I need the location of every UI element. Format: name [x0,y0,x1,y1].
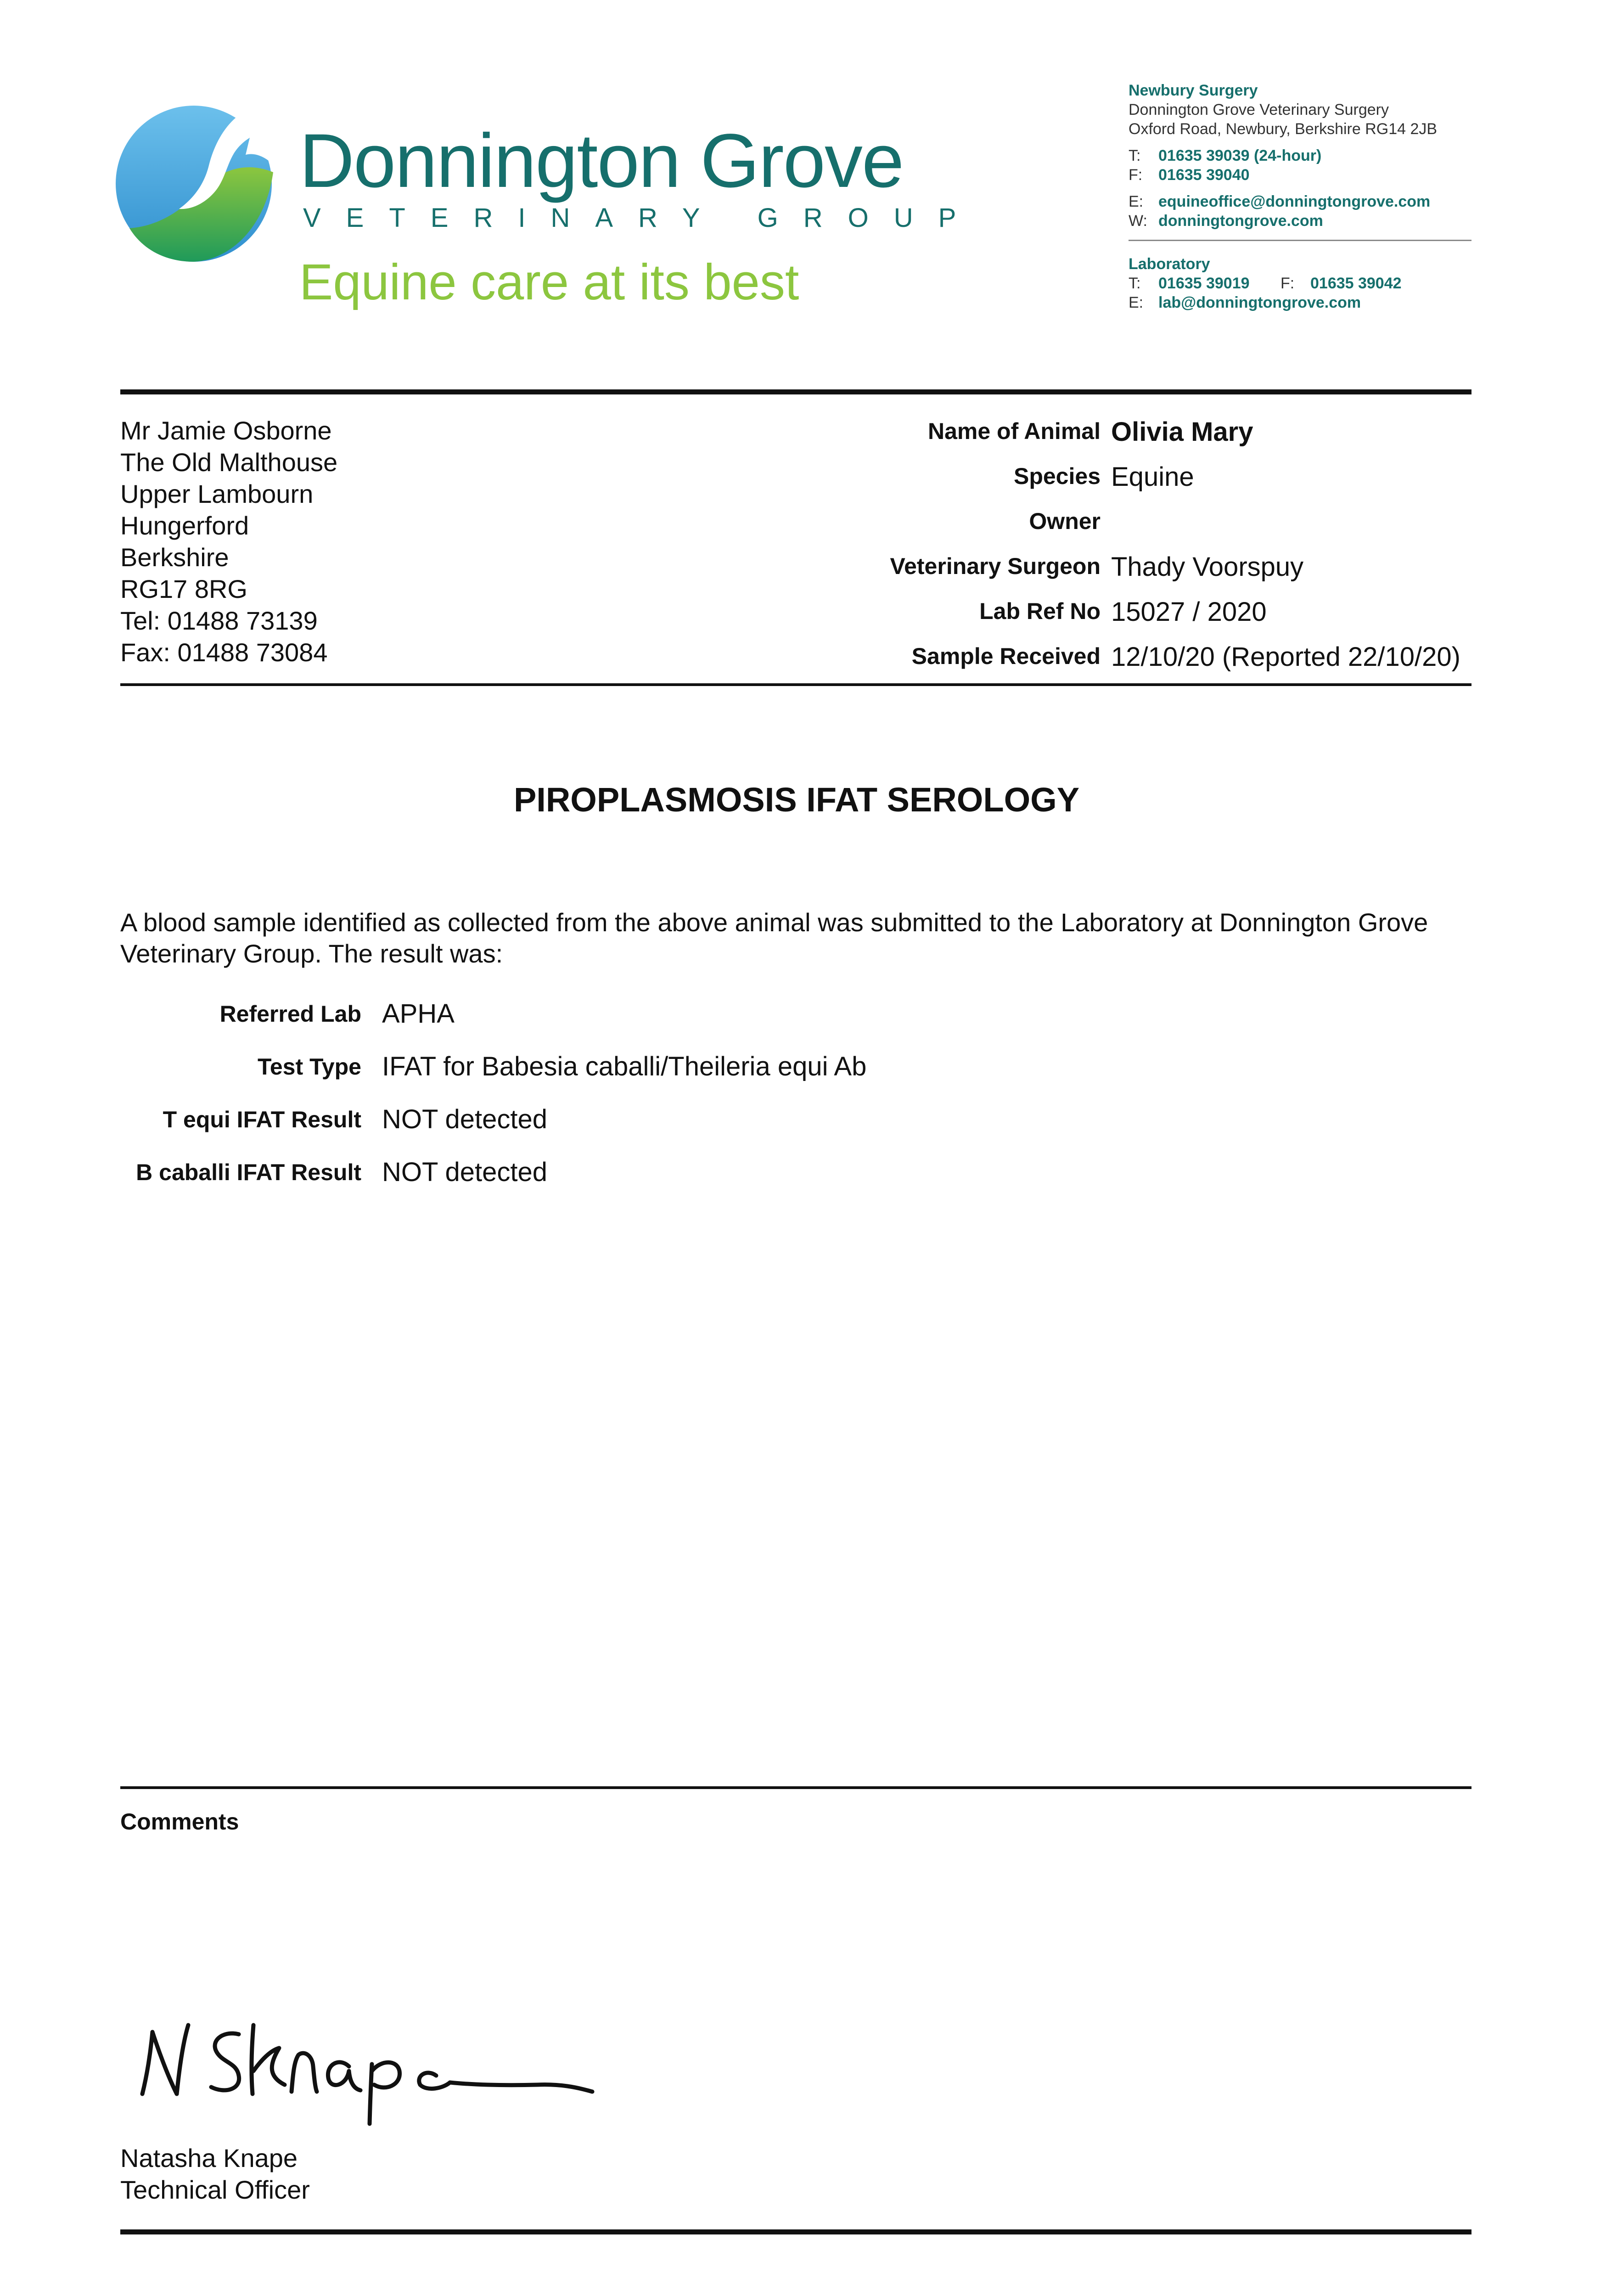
lab-phone-label: T: [1129,275,1141,292]
t-equi-result-value: NOT detected [382,1104,548,1134]
address-line: Berkshire [120,543,229,572]
brand-name: Donnington Grove [299,118,904,203]
brand-tagline: Equine care at its best [299,254,799,310]
test-type-label: Test Type [258,1054,361,1080]
surgery-address: Oxford Road, Newbury, Berkshire RG14 2JB [1129,120,1438,138]
vet-surgeon-label: Veterinary Surgeon [890,553,1101,579]
sample-received-label: Sample Received [911,643,1101,669]
address-line: The Old Malthouse [120,448,338,477]
fax-value: 01635 39040 [1158,166,1250,184]
signatory-role: Technical Officer [120,2175,310,2204]
handwritten-signature [133,2007,606,2135]
lab-fax-label: F: [1280,275,1295,292]
surgery-name: Donnington Grove Veterinary Surgery [1129,101,1389,118]
report-title: PIROPLASMOSIS IFAT SEROLOGY [513,781,1080,819]
comments-rule [120,1786,1471,1789]
address-line: Hungerford [120,511,249,540]
address-line: Upper Lambourn [120,479,314,508]
lab-ref-value: 15027 / 2020 [1111,597,1267,627]
info-bottom-rule [120,683,1471,686]
phone-label: T: [1129,147,1141,164]
email-label: E: [1129,193,1144,210]
lab-email-value: lab@donningtongrove.com [1158,294,1361,311]
signatory-name: Natasha Knape [120,2144,298,2172]
animal-name-value: Olivia Mary [1111,417,1253,447]
species-label: Species [1013,463,1101,489]
report-intro: A blood sample identified as collected from the above animal was submitted to the Laboratory at Donnington Grove Veterinary Group. The result was: [120,908,1428,968]
comments-label: Comments [120,1809,239,1835]
sample-received-value: 12/10/20 (Reported 22/10/20) [1111,642,1460,672]
vet-surgeon-value: Thady Voorspuy [1111,552,1304,582]
letterhead-divider [1129,240,1471,241]
lab-fax-value: 01635 39042 [1310,275,1402,292]
test-type-value: IFAT for Babesia caballi/Theileria equi Ab [382,1052,867,1081]
surgery-heading: Newbury Surgery [1129,82,1258,99]
laboratory-phone-fax [1129,276,1402,291]
web-value: donningtongrove.com [1158,212,1323,230]
address-line: Mr Jamie Osborne [120,416,332,445]
email-value: equineoffice@donningtongrove.com [1158,193,1431,210]
referred-lab-value: APHA [382,999,455,1029]
bottom-rule [120,2229,1471,2234]
species-value: Equine [1111,462,1194,492]
address-fax: Fax: 01488 73084 [120,638,328,667]
phone-value: 01635 39039 (24-hour) [1158,147,1322,164]
animal-name-label: Name of Animal [927,418,1101,444]
b-caballi-result-label: B caballi IFAT Result [136,1159,361,1185]
surgery-phone [1129,148,1321,163]
surgery-fax [1129,167,1250,183]
donnington-grove-logo [115,103,273,264]
lab-phone-value: 01635 39019 [1158,275,1250,292]
laboratory-email [1129,295,1361,310]
fax-label: F: [1129,166,1143,184]
surgery-web [1129,213,1323,229]
surgery-email [1129,194,1430,209]
b-caballi-result-value: NOT detected [382,1157,548,1187]
top-rule [120,389,1471,394]
t-equi-result-label: T equi IFAT Result [163,1107,361,1132]
lab-ref-label: Lab Ref No [979,598,1101,624]
laboratory-heading: Laboratory [1129,255,1210,273]
owner-label: Owner [1029,508,1101,534]
address-telephone: Tel: 01488 73139 [120,606,318,635]
lab-email-label: E: [1129,294,1144,311]
referred-lab-label: Referred Lab [219,1001,361,1027]
address-line: RG17 8RG [120,574,247,603]
brand-subtitle: VETERINARY GROUP [303,203,982,233]
web-label: W: [1129,212,1147,230]
